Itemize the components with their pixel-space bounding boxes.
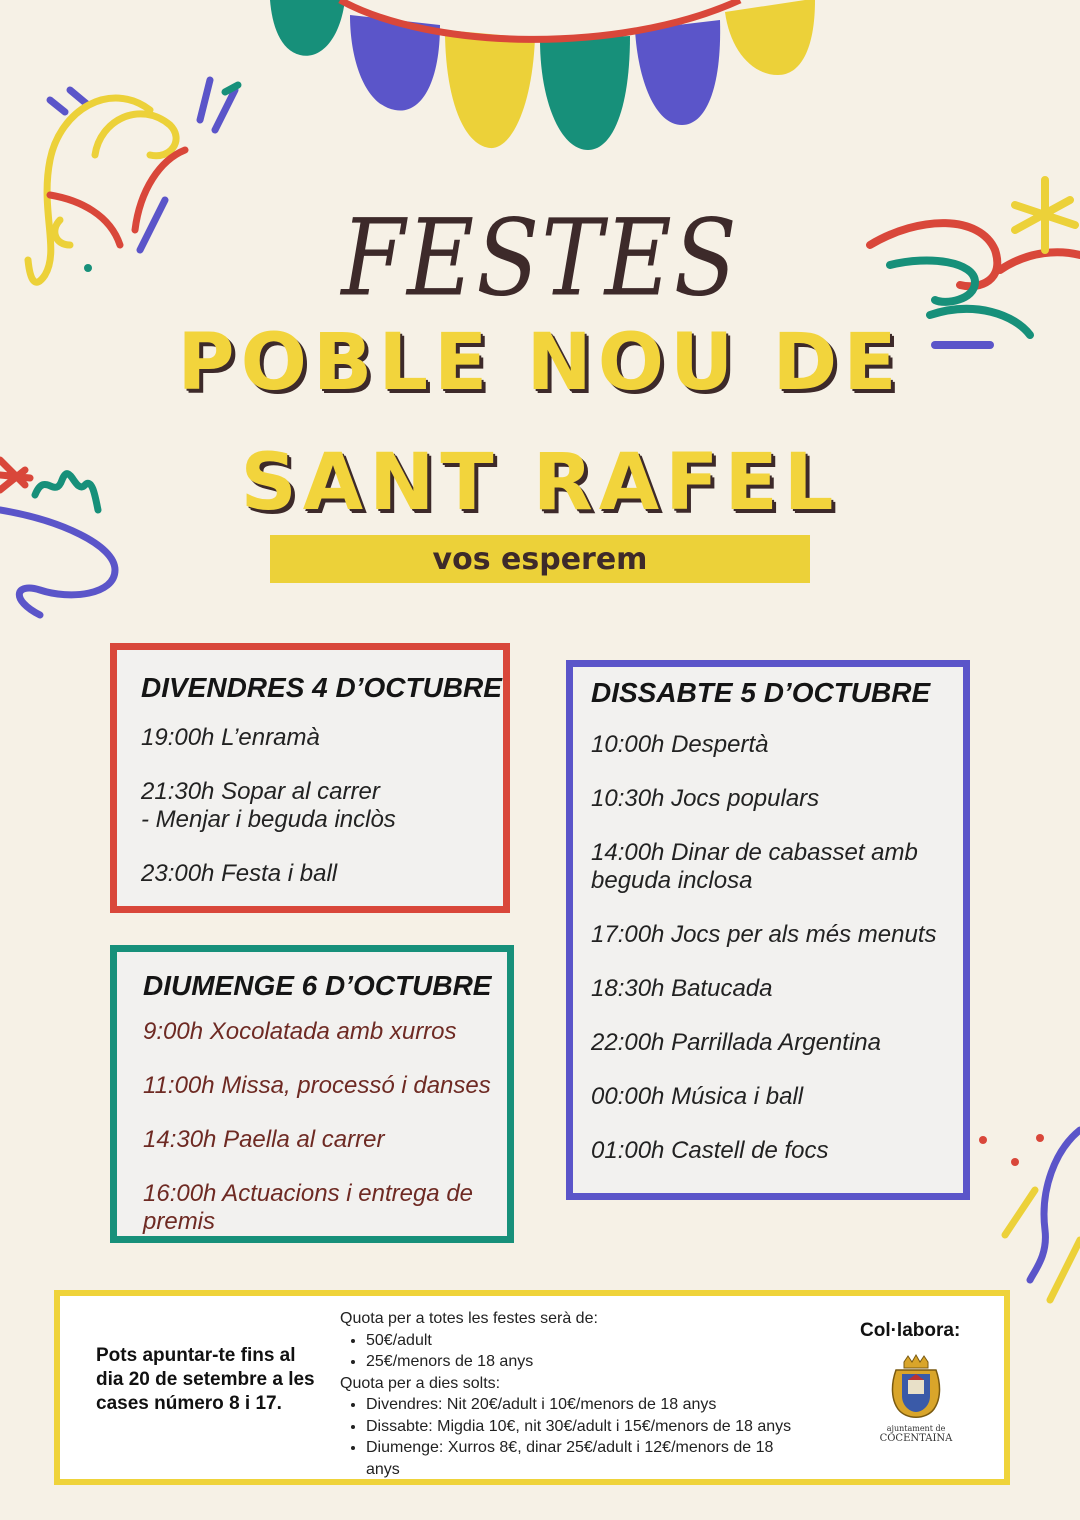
tagline-banner: [270, 535, 810, 583]
sponsor-caption: [866, 1424, 966, 1444]
bunting-flags: [270, 0, 815, 150]
signup-info: Pots apuntar-te fins al dia 20 de setembre a les cases número 8 i 17.: [96, 1345, 315, 1414]
friday-schedule-box: [110, 643, 510, 913]
quota-item: • Diumenge: Xurros 8€, dinar 25€/adult i 12€/menors de 18 anys: [366, 1437, 786, 1480]
schedule-item: 10:00h Despertà: [591, 731, 769, 758]
schedule-item: 22:00h Parrillada Argentina: [591, 1029, 881, 1056]
quota-item: • Divendres: Nit 20€/adult i 10€/menors de 18 anys: [366, 1394, 840, 1416]
schedule-item: 01:00h Castell de focs: [591, 1137, 829, 1164]
schedule-item: 11:00h Missa, processó i danses: [143, 1072, 491, 1099]
collab-label: Col·labora:: [860, 1320, 961, 1341]
schedule-item: 19:00h L’enramà: [141, 724, 320, 751]
quota-days-list: [340, 1394, 840, 1480]
schedule-item: 14:30h Paella al carrer: [143, 1126, 385, 1153]
schedule-item: 21:30h Sopar al carrer - Menjar i beguda inclòs: [141, 778, 396, 833]
friday-heading: DIVENDRES 4 D’OCTUBRE: [141, 672, 502, 703]
sponsor-sub: ajuntament de: [886, 1424, 946, 1433]
quota-days-title: Quota per a dies solts:: [340, 1374, 501, 1392]
info-footer: [54, 1290, 1010, 1485]
schedule-item: 16:00h Actuacions i entrega de premis: [143, 1180, 474, 1235]
quota-all-list: [340, 1330, 840, 1373]
sunday-schedule-box: [110, 945, 514, 1243]
title-line-2: SANT RAFEL: [240, 438, 840, 528]
title-line-1: POBLE NOU DE: [177, 318, 903, 408]
schedule-item: 9:00h Xocolatada amb xurros: [143, 1018, 457, 1045]
festes-title: FESTES: [341, 196, 739, 321]
quota-item: • 25€/menors de 18 anys: [366, 1351, 840, 1373]
schedule-item: 14:00h Dinar de cabasset amb beguda inclosa: [591, 839, 918, 894]
schedule-item: 00:00h Música i ball: [591, 1083, 804, 1110]
sunday-heading: DIUMENGE 6 D’OCTUBRE: [143, 970, 492, 1001]
schedule-item: 10:30h Jocs populars: [591, 785, 820, 812]
schedule-item: 23:00h Festa i ball: [141, 860, 338, 887]
saturday-schedule-box: [566, 660, 970, 1200]
quota-info: [340, 1308, 840, 1480]
sponsor-name: COCENTAINA: [879, 1433, 953, 1444]
tagline-text: vos esperem: [432, 541, 648, 577]
schedule-item: 18:30h Batucada: [591, 975, 773, 1002]
cocentaina-seal-icon: [886, 1354, 946, 1424]
saturday-heading: DISSABTE 5 D’OCTUBRE: [591, 677, 931, 708]
quota-all-title: Quota per a totes les festes serà de:: [340, 1310, 598, 1327]
confetti-right-bottom: [979, 1130, 1080, 1300]
schedule-item: 17:00h Jocs per als més menuts: [591, 921, 937, 948]
quota-item: • Dissabte: Migdia 10€, nit 30€/adult i 15€/menors de 18 anys: [366, 1416, 840, 1438]
quota-item: • 50€/adult: [366, 1330, 840, 1352]
